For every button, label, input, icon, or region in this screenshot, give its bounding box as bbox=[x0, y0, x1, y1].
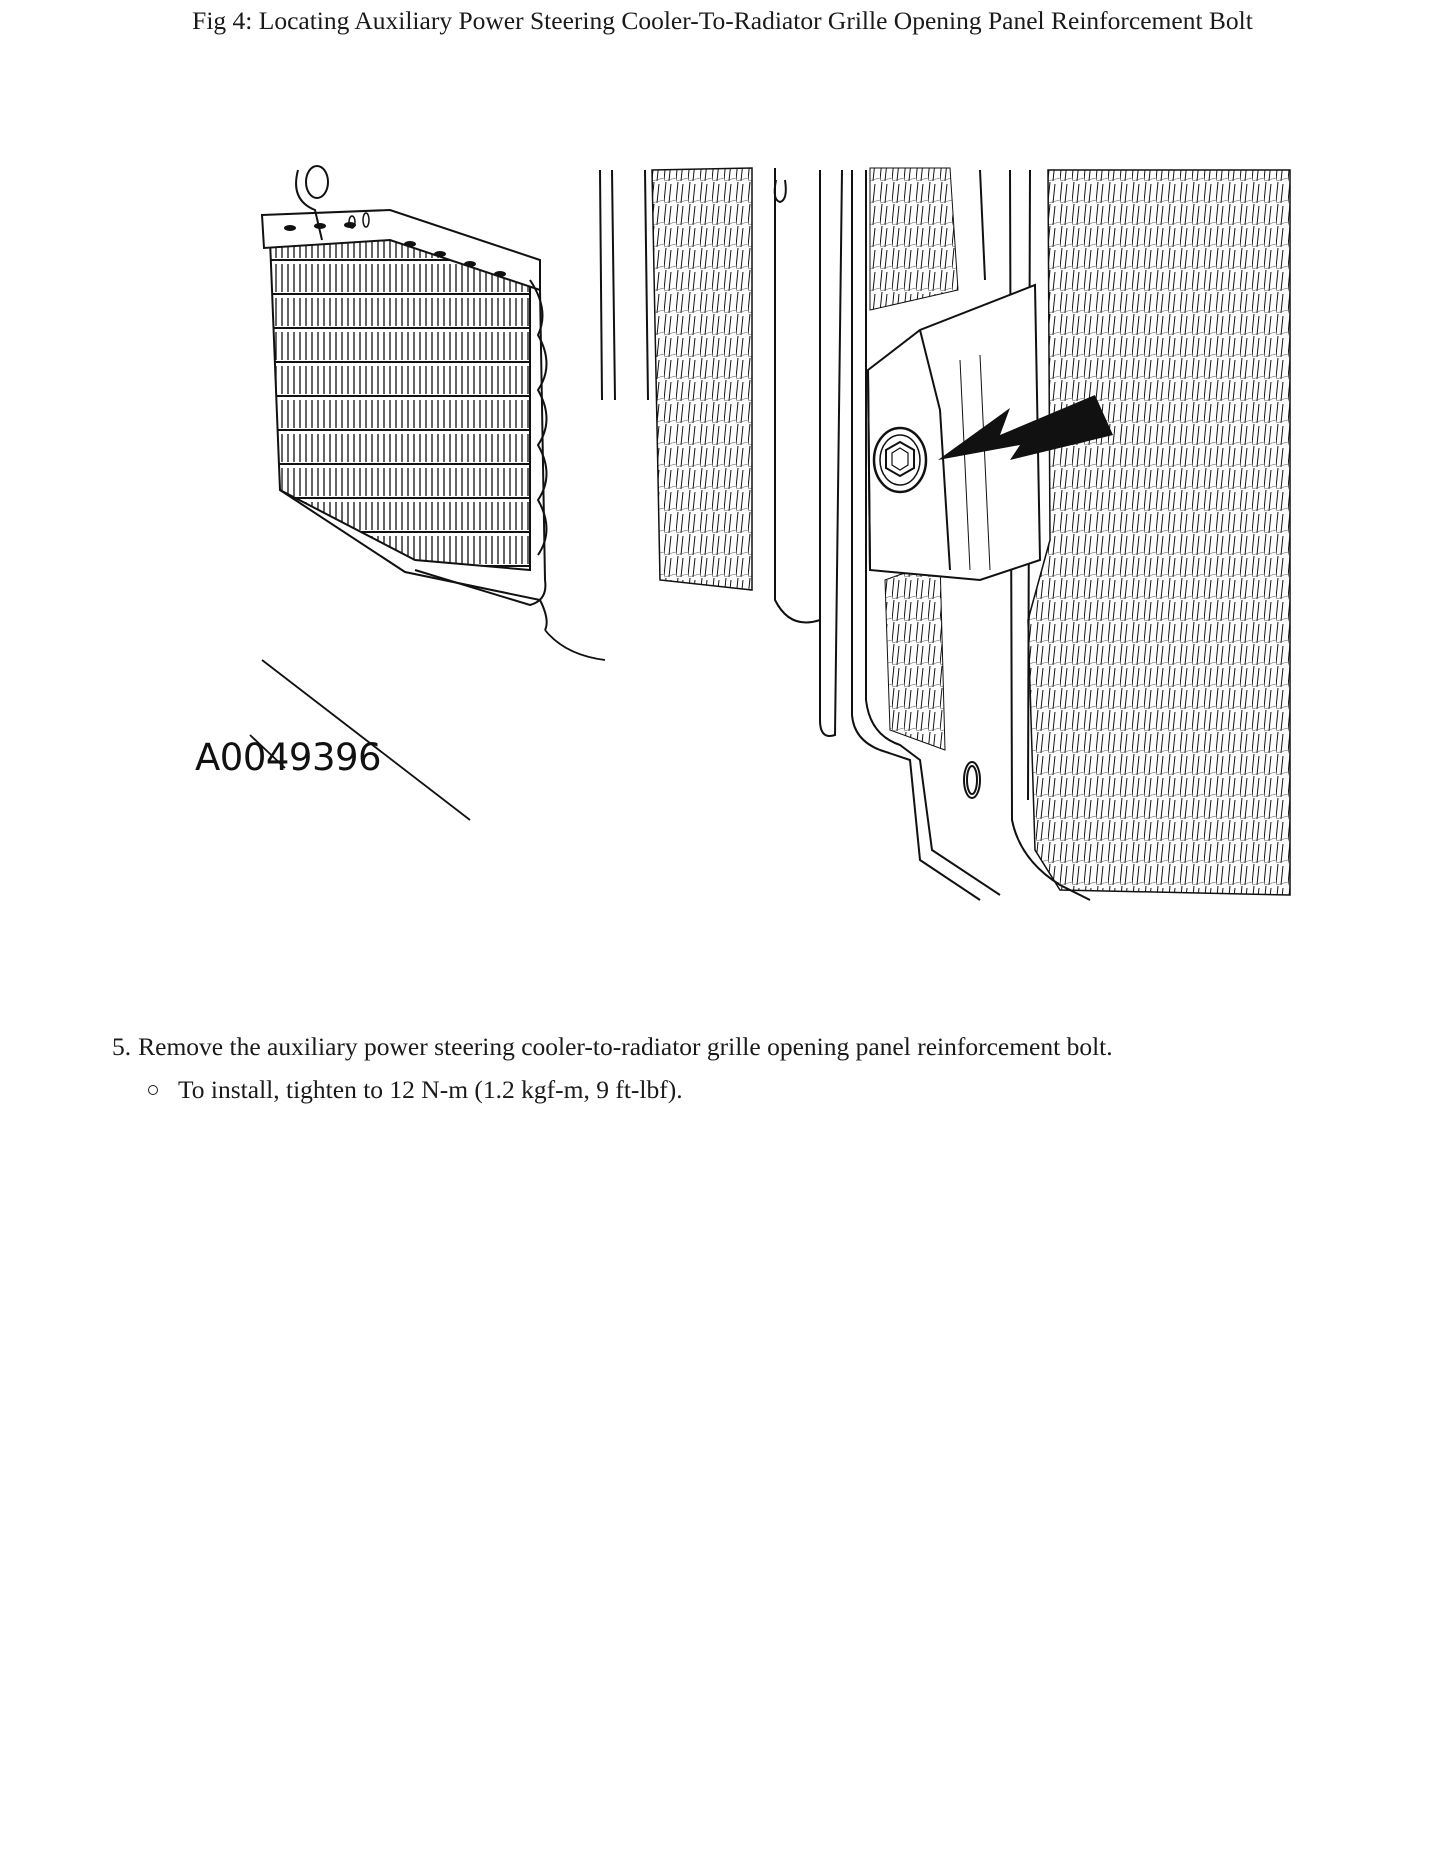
step-text: Remove the auxiliary power steering cooler-to-radiator grille opening panel reinforcement bolt. bbox=[138, 1032, 1113, 1061]
illustration-id: A0049396 bbox=[195, 736, 382, 779]
procedure-steps bbox=[112, 1030, 1113, 1107]
substep-text: To install, tighten to 12 N-m (1.2 kgf-m, 9 ft-lbf). bbox=[178, 1075, 683, 1104]
circle-bullet-icon bbox=[148, 1085, 158, 1095]
step-item bbox=[112, 1030, 1113, 1107]
step-number: 5. bbox=[112, 1032, 132, 1061]
figure-caption: Fig 4: Locating Auxiliary Power Steering Cooler-To-Radiator Grille Opening Panel Reinforcement Bolt bbox=[192, 6, 1253, 35]
substep-item bbox=[178, 1073, 1113, 1107]
figure-illustration bbox=[195, 160, 1320, 920]
substep-list bbox=[112, 1073, 1113, 1107]
lower-support bbox=[250, 630, 605, 820]
power-steering-cooler bbox=[262, 166, 547, 630]
reinforcement-bolt bbox=[874, 428, 926, 492]
